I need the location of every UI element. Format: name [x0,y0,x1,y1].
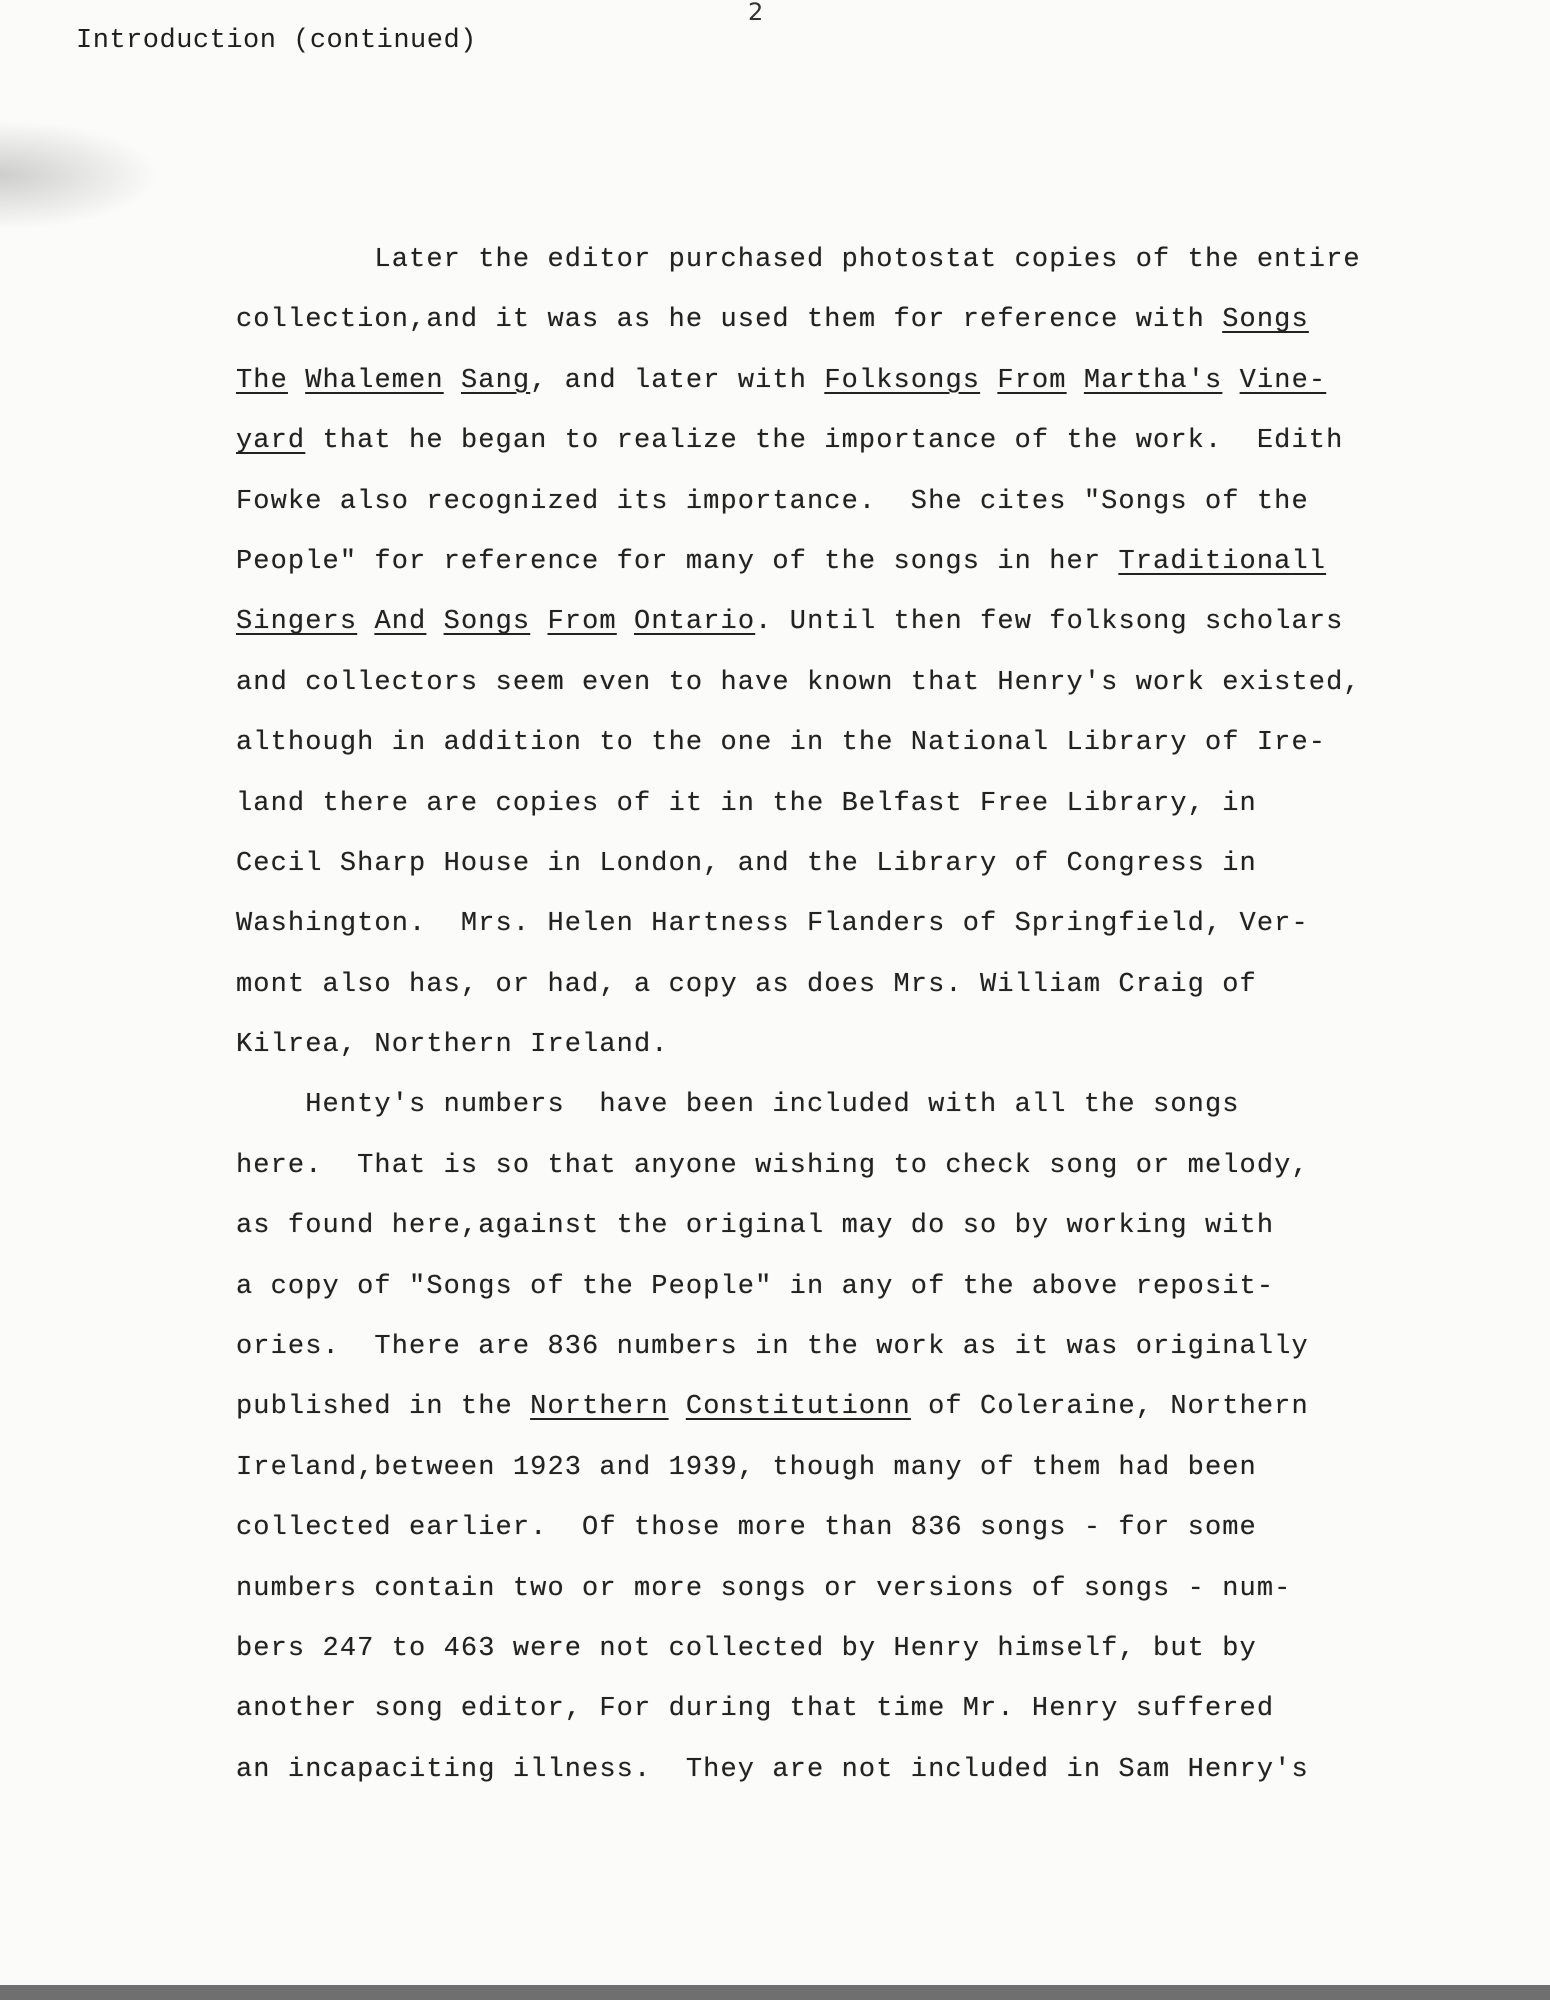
text-line [236,1377,1436,1437]
text-line [236,1196,1436,1256]
text-line [236,1559,1436,1619]
text-line [236,1015,1436,1075]
underlined-title-word: Northern [530,1392,669,1423]
text-run: , and later with [530,365,825,396]
underlined-title-word: Songs [1222,305,1309,336]
underlined-title-word: And [374,607,427,638]
text-run [669,1392,686,1422]
underlined-title-word: Vine- [1239,365,1327,396]
running-header: Introduction (continued) [76,26,477,56]
text-run: Washington. Mrs. Helen Hartness Flanders of Springfield, Ver- [236,909,1309,940]
text-run: published in the [236,1392,531,1423]
underlined-title-word: The [236,365,288,396]
text-line [236,230,1436,290]
text-run [357,607,374,637]
underlined-title-word: Sang [460,365,531,396]
body-text [236,230,1436,1800]
text-run: Cecil Sharp House in London, and the Library of Congress in [236,848,1257,879]
text-run: an incapaciting illness. They are not included in Sam Henry's [236,1754,1309,1785]
text-line [236,1136,1436,1196]
text-run [617,607,634,637]
underlined-title-word: Folksongs [824,365,981,396]
text-line [236,472,1436,532]
text-run: a copy of "Songs of the People" in any of the above reposit- [236,1271,1275,1302]
text-run: numbers contain two or more songs or versions of songs - num- [236,1573,1292,1604]
text-run: Later the editor purchased photostat copies of the entire [236,245,1361,275]
text-run [530,607,547,637]
text-run: collection,and it was as he used them for reference with [236,305,1223,336]
underlined-title-word: From [547,607,617,638]
text-line [236,894,1436,954]
text-line [236,955,1436,1015]
underlined-title-word: Singers [236,607,358,638]
text-line [236,592,1436,652]
text-run [980,366,997,396]
text-run [1222,366,1239,396]
text-run: of Coleraine, Northern [910,1392,1309,1423]
text-run: Ireland,between 1923 and 1939, though many of them had been [236,1452,1257,1483]
underlined-title-word: Martha's [1083,365,1223,396]
text-run: ories. There are 836 numbers in the work as it was originally [236,1332,1309,1363]
text-line [236,1317,1436,1377]
text-run: land there are copies of it in the Belfast Free Library, in [236,788,1257,819]
text-run [426,607,443,637]
text-run: here. That is so that anyone wishing to check song or melody, [236,1150,1309,1181]
text-run: collected earlier. Of those more than 836 songs - for some [236,1513,1257,1544]
text-run [1067,366,1084,396]
text-line [236,713,1436,773]
text-run: Fowke also recognized its importance. She cites "Songs of the [236,486,1309,517]
underlined-title-word: Whalemen [305,365,444,396]
text-run: bers 247 to 463 were not collected by Henry himself, but by [236,1633,1257,1664]
underlined-title-word: From [997,365,1067,396]
text-line [236,532,1436,592]
text-line [236,774,1436,834]
text-line [236,1740,1436,1800]
page-number: 2 [748,0,764,26]
text-line [236,1257,1436,1317]
text-line [236,290,1436,350]
text-run [288,366,305,396]
underlined-title-word: yard [236,426,306,457]
underlined-title-word: Traditionall [1118,546,1327,577]
text-run: mont also has, or had, a copy as does Mrs. William Craig of [236,969,1257,1000]
text-line [236,351,1436,411]
text-line [236,1679,1436,1739]
text-line [236,1619,1436,1679]
text-line [236,1498,1436,1558]
text-run: although in addition to the one in the National Library of Ire- [236,728,1327,759]
text-line [236,653,1436,713]
text-run: Kilrea, Northern Ireland. [236,1030,669,1061]
text-run: People" for reference for many of the songs in her [236,546,1119,577]
text-run: another song editor, For during that time Mr. Henry suffered [236,1694,1275,1725]
text-run: that he began to realize the importance of the work. Edith [305,426,1344,457]
text-line [236,834,1436,894]
underlined-title-word: Constitutionn [685,1392,911,1423]
page-curl-shadow [0,120,160,230]
text-line [236,1075,1436,1135]
text-run: Henty's numbers have been included with all the songs [236,1090,1240,1121]
text-line [236,411,1436,471]
text-line [236,1438,1436,1498]
text-run [444,366,461,396]
text-run: . Until then few folksong scholars [755,607,1344,638]
text-run: and collectors seem even to have known that Henry's work existed, [236,667,1361,698]
underlined-title-word: Songs [443,607,531,638]
underlined-title-word: Ontario [634,607,756,638]
scan-bottom-edge [0,1985,1550,2000]
text-run: as found here,against the original may do so by working with [236,1211,1275,1242]
